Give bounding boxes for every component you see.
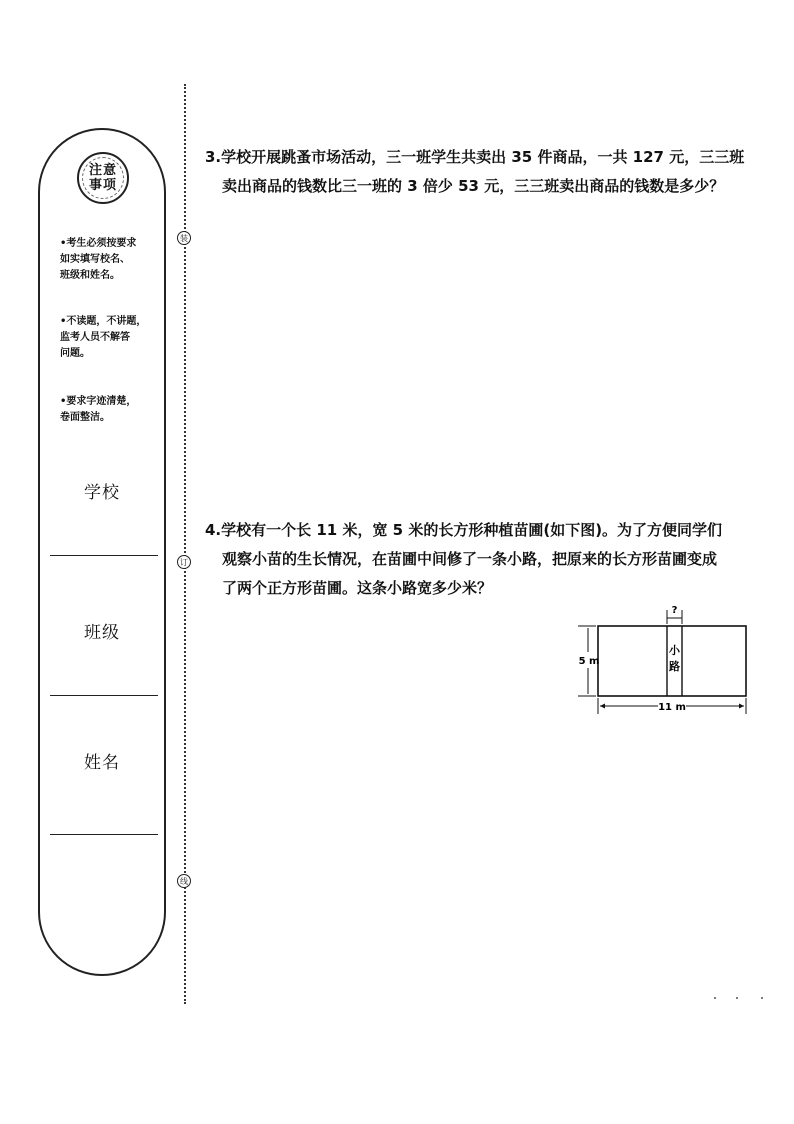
name-field-line[interactable]	[50, 834, 158, 835]
question-4-line-2: 观察小苗的生长情况，在苗圃中间修了一条小路，把原来的长方形苗圃变成	[222, 550, 718, 568]
notice-item-2: •不读题，不讲题， 监考人员不解答 问题。	[60, 316, 147, 359]
scan-specks	[712, 996, 772, 1000]
nursery-diagram-svg	[570, 602, 760, 720]
length-label: 11 m	[658, 702, 686, 713]
height-label: 5 m	[578, 656, 600, 667]
question-4-number: 4.	[205, 521, 222, 539]
question-3	[205, 143, 765, 201]
binding-mark-3: 线	[177, 874, 191, 888]
question-4-line-3: 了两个正方形苗圃。这条小路宽多少米？	[222, 579, 493, 597]
question-4-line-1: 学校有一个长 11 米，宽 5 米的长方形种植苗圃(如下图)。为了方便同学们	[221, 521, 723, 539]
question-3-number: 3.	[205, 148, 222, 166]
length-arrow-left	[600, 704, 605, 709]
question-4	[205, 516, 765, 603]
badge-text-1: 注意	[88, 163, 117, 178]
path-label-1: 小	[669, 644, 680, 657]
school-field-line[interactable]	[50, 555, 158, 556]
school-label: 学校	[84, 483, 120, 503]
name-label: 姓名	[84, 753, 120, 773]
class-label: 班级	[84, 623, 120, 643]
binding-line	[184, 84, 186, 1004]
class-field-line[interactable]	[50, 695, 158, 696]
nursery-diagram	[570, 602, 760, 720]
question-3-line-2: 卖出商品的钱数比三一班的 3 倍少 53 元，三三班卖出商品的钱数是多少？	[222, 177, 725, 195]
length-arrow-right	[739, 704, 744, 709]
badge-text-2: 事项	[88, 178, 117, 193]
path-label-2: 路	[669, 660, 680, 673]
notice-panel	[38, 128, 166, 976]
question-3-line-1: 学校开展跳蚤市场活动，三一班学生共卖出 35 件商品，一共 127 元，三三班	[221, 148, 745, 166]
width-label: ?	[671, 605, 678, 616]
notice-item-1: •考生必须按要求 如实填写校名、 班级和姓名。	[60, 238, 137, 281]
binding-mark-1: 装	[177, 231, 191, 245]
notice-item-3: •要求字迹清楚， 卷面整洁。	[60, 396, 137, 423]
binding-mark-2: 订	[177, 555, 191, 569]
notice-badge	[77, 152, 129, 204]
